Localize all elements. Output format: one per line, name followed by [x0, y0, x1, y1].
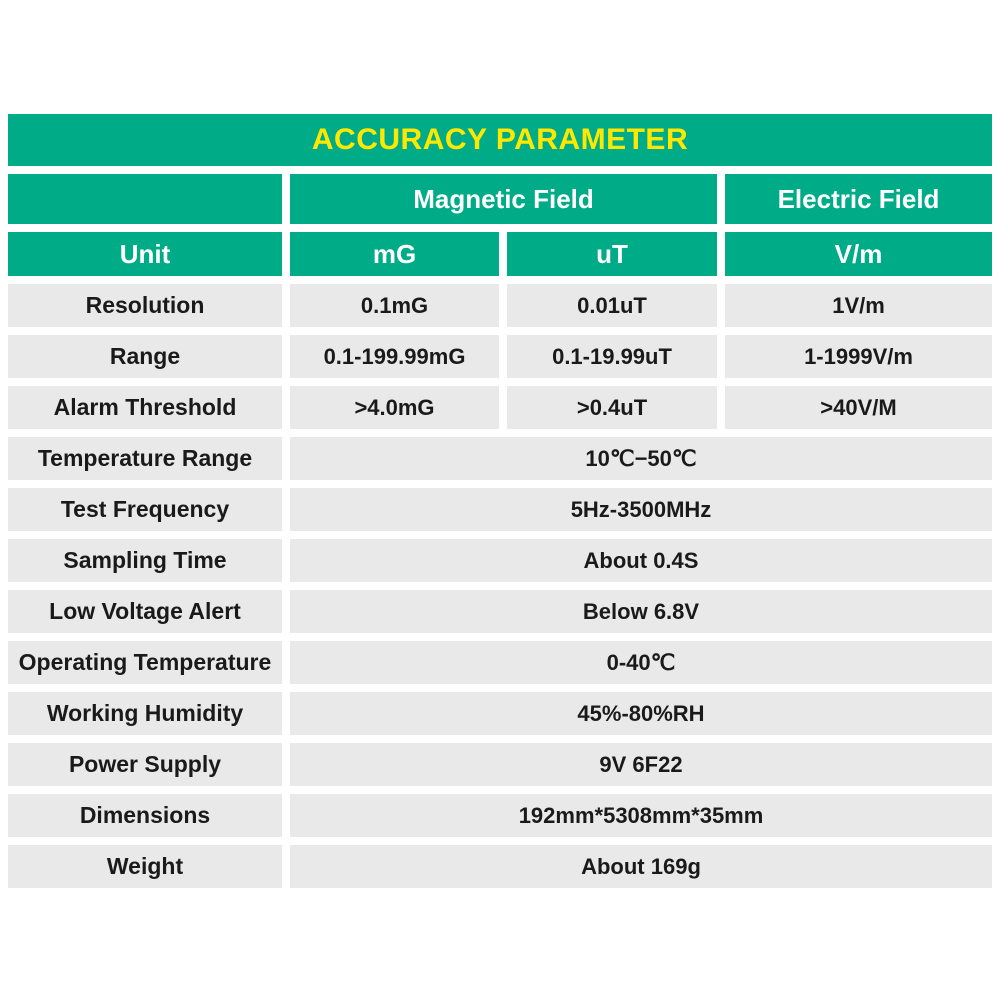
page-title: ACCURACY PARAMETER — [8, 114, 992, 166]
unit-mg: mG — [290, 232, 499, 276]
blank-corner-cell — [8, 174, 282, 224]
magnetic-field-header: Magnetic Field — [290, 174, 717, 224]
range-vm-value: 1-1999V/m — [725, 335, 992, 378]
alarm-mg-value: >4.0mG — [290, 386, 499, 429]
range-ut-value: 0.1-19.99uT — [507, 335, 717, 378]
row-label: Resolution — [8, 284, 282, 327]
row-label: Operating Temperature — [8, 641, 282, 684]
row-value: Below 6.8V — [290, 590, 992, 633]
alarm-ut-value: >0.4uT — [507, 386, 717, 429]
spec-row-operating-temperature — [8, 641, 992, 684]
row-label: Temperature Range — [8, 437, 282, 480]
resolution-mg-value: 0.1mG — [290, 284, 499, 327]
range-mg-value: 0.1-199.99mG — [290, 335, 499, 378]
row-label: Test Frequency — [8, 488, 282, 531]
row-label: Low Voltage Alert — [8, 590, 282, 633]
row-label: Working Humidity — [8, 692, 282, 735]
row-value: 45%-80%RH — [290, 692, 992, 735]
electric-field-header: Electric Field — [725, 174, 992, 224]
row-label: Sampling Time — [8, 539, 282, 582]
unit-label: Unit — [8, 232, 282, 276]
spec-row-dimensions — [8, 794, 992, 837]
row-label: Alarm Threshold — [8, 386, 282, 429]
row-label: Range — [8, 335, 282, 378]
unit-ut: uT — [507, 232, 717, 276]
spec-row-temperature-range — [8, 437, 992, 480]
row-label: Power Supply — [8, 743, 282, 786]
resolution-ut-value: 0.01uT — [507, 284, 717, 327]
spec-row-resolution — [8, 284, 992, 327]
row-value: 5Hz-3500MHz — [290, 488, 992, 531]
title-row — [8, 114, 992, 166]
spec-row-low-voltage-alert — [8, 590, 992, 633]
row-label: Dimensions — [8, 794, 282, 837]
row-value: 192mm*5308mm*35mm — [290, 794, 992, 837]
accuracy-parameter-table — [8, 114, 992, 888]
spec-row-sampling-time — [8, 539, 992, 582]
unit-vm: V/m — [725, 232, 992, 276]
spec-row-working-humidity — [8, 692, 992, 735]
row-value: About 169g — [290, 845, 992, 888]
row-value: 9V 6F22 — [290, 743, 992, 786]
spec-row-power-supply — [8, 743, 992, 786]
row-label: Weight — [8, 845, 282, 888]
spec-row-test-frequency — [8, 488, 992, 531]
resolution-vm-value: 1V/m — [725, 284, 992, 327]
spec-row-weight — [8, 845, 992, 888]
field-group-header-row — [8, 174, 992, 224]
row-value: 10℃−50℃ — [290, 437, 992, 480]
spec-row-range — [8, 335, 992, 378]
spec-row-alarm-threshold — [8, 386, 992, 429]
unit-header-row — [8, 232, 992, 276]
row-value: About 0.4S — [290, 539, 992, 582]
alarm-vm-value: >40V/M — [725, 386, 992, 429]
row-value: 0-40℃ — [290, 641, 992, 684]
